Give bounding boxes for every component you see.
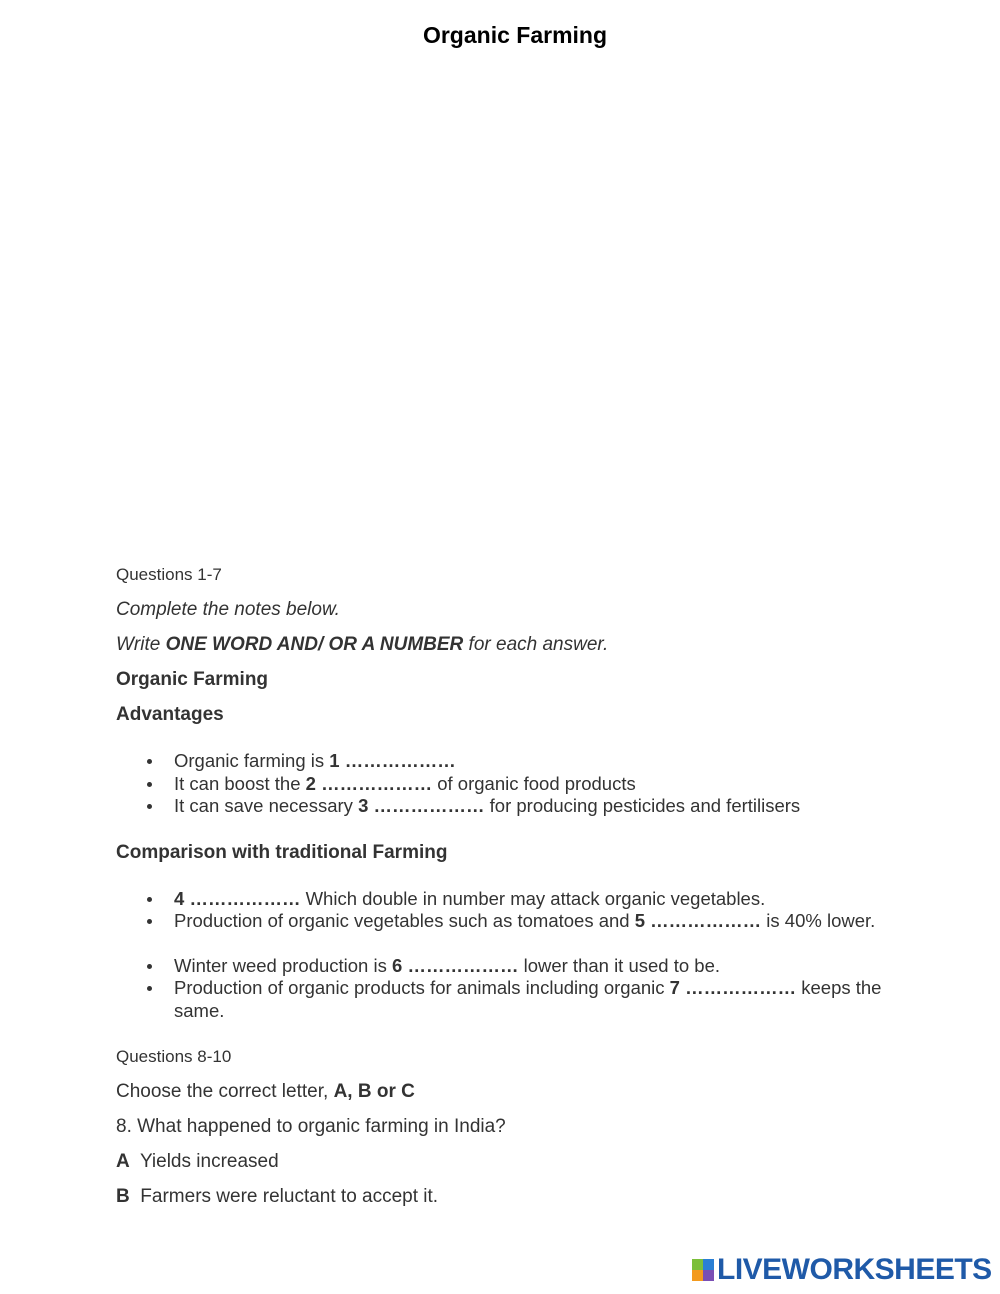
liveworksheets-logo bbox=[692, 1253, 992, 1287]
list-item bbox=[116, 910, 916, 933]
item-text: Organic farming is bbox=[174, 750, 330, 771]
write-instruction bbox=[116, 634, 916, 656]
item-text: lower than it used to be. bbox=[518, 954, 721, 976]
option-a[interactable] bbox=[116, 1151, 916, 1173]
answer-blank[interactable]: ……………… bbox=[650, 910, 762, 931]
answer-blank[interactable]: ……………… bbox=[344, 750, 456, 771]
question-8: 8. What happened to organic farming in India? bbox=[116, 1116, 506, 1137]
page-title: Organic Farming bbox=[422, 22, 608, 48]
answer-blank[interactable]: ……………… bbox=[189, 887, 301, 909]
item-text: is 40% lower. bbox=[761, 910, 876, 931]
option-letter: B bbox=[116, 1186, 130, 1207]
write-pre: Write bbox=[116, 634, 166, 655]
item-text: It can save necessary bbox=[174, 795, 359, 816]
list-item bbox=[116, 977, 916, 1022]
write-bold: ONE WORD AND/ OR A NUMBER bbox=[165, 634, 464, 655]
list-item bbox=[116, 795, 916, 818]
write-post: for each answer. bbox=[463, 634, 609, 655]
item-text: Which double in number may attack organic vegetables. bbox=[300, 887, 766, 909]
item-text: Production of organic vegetables such as tomatoes and bbox=[174, 910, 635, 931]
comparison-list bbox=[116, 888, 916, 1023]
liveworksheets-logo-icon bbox=[692, 1259, 714, 1281]
choose-instruction bbox=[116, 1081, 916, 1103]
liveworksheets-logo-text: LIVEWORKSHEETS bbox=[717, 1253, 992, 1286]
item-text: of organic food products bbox=[432, 772, 636, 794]
option-text: Farmers were reluctant to accept it. bbox=[140, 1186, 439, 1207]
item-text: It can boost the bbox=[174, 772, 306, 794]
question-number: 1 bbox=[329, 750, 340, 771]
list-item bbox=[116, 888, 916, 911]
worksheet-content bbox=[116, 564, 916, 1208]
item-text: keeps the same. bbox=[174, 977, 882, 1021]
question-number: 5 bbox=[634, 910, 646, 931]
question-number: 7 bbox=[669, 977, 680, 998]
item-text: Winter weed production is bbox=[174, 954, 392, 976]
option-letter: A bbox=[116, 1151, 130, 1172]
list-item bbox=[116, 773, 916, 796]
answer-blank[interactable]: ……………… bbox=[685, 977, 797, 998]
answer-blank[interactable]: ……………… bbox=[321, 772, 433, 794]
list-item bbox=[116, 750, 916, 773]
questions-8-10-heading: Questions 8-10 bbox=[116, 1047, 232, 1066]
advantages-list bbox=[116, 750, 916, 818]
comparison-title: Comparison with traditional Farming bbox=[116, 841, 448, 863]
answer-blank[interactable]: ……………… bbox=[407, 954, 519, 976]
notes-title: Organic Farming bbox=[116, 669, 269, 690]
question-number: 6 bbox=[392, 954, 403, 976]
question-number: 2 bbox=[305, 772, 316, 794]
option-b[interactable] bbox=[116, 1186, 916, 1208]
choose-pre: Choose the correct letter, bbox=[116, 1081, 334, 1102]
instruction-line: Complete the notes below. bbox=[116, 599, 340, 620]
choose-bold: A, B or C bbox=[333, 1081, 415, 1102]
answer-blank[interactable]: ……………… bbox=[373, 795, 485, 816]
item-text: for producing pesticides and fertilisers bbox=[484, 795, 801, 816]
option-text: Yields increased bbox=[139, 1151, 279, 1172]
item-text: Production of organic products for animals including organic bbox=[174, 977, 670, 998]
question-number: 3 bbox=[358, 795, 369, 816]
list-item bbox=[116, 955, 916, 978]
question-number: 4 bbox=[174, 887, 185, 909]
questions-1-7-heading: Questions 1-7 bbox=[116, 565, 222, 584]
advantages-title: Advantages bbox=[116, 704, 224, 725]
